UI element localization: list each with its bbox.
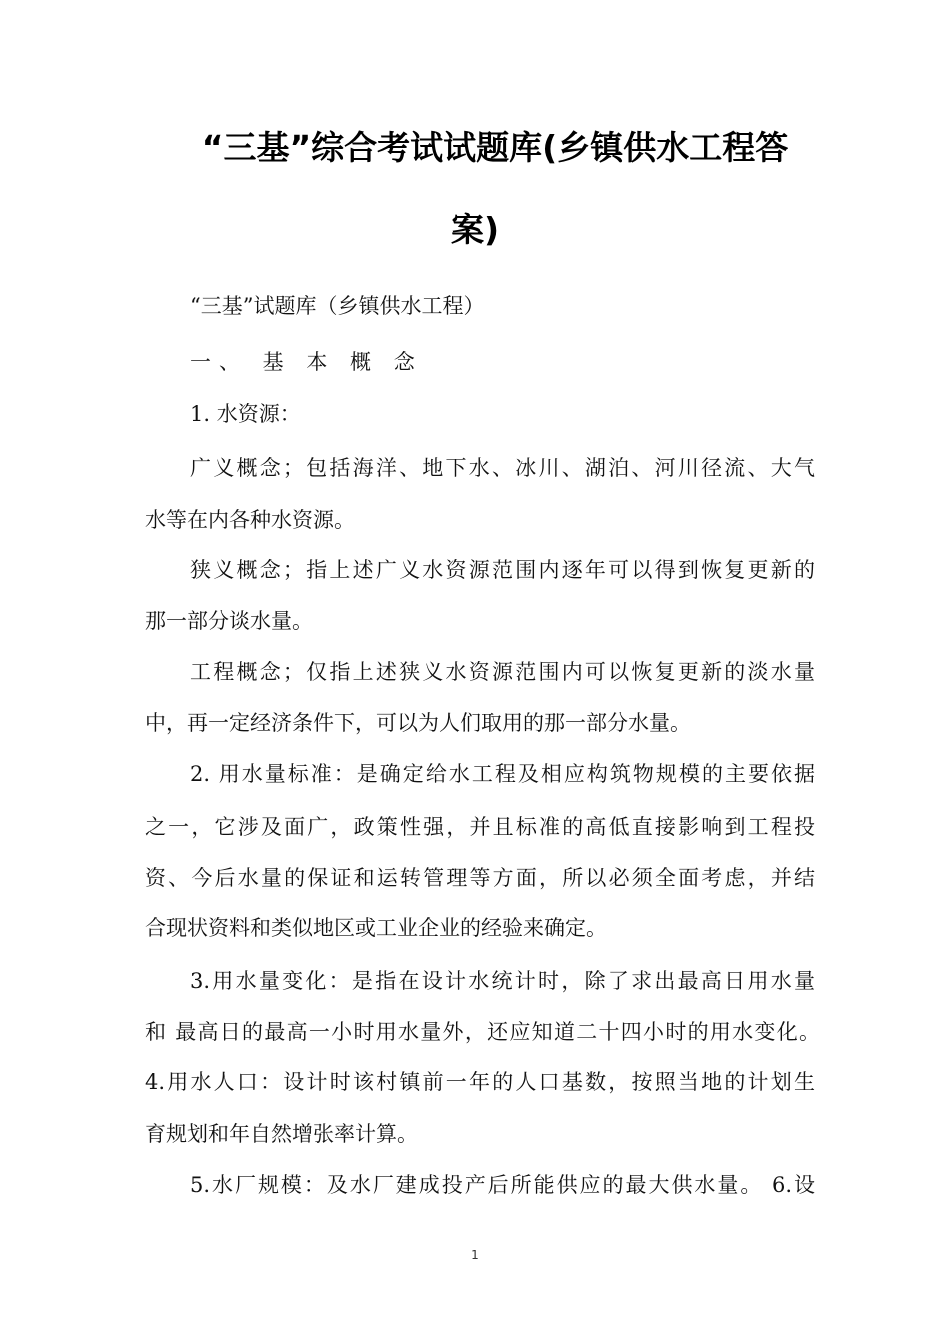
subtitle: “三基”试题库（乡镇供水工程） — [190, 294, 485, 318]
document-title-line-1: “三基”综合考试试题库(乡镇供水工程答 — [201, 128, 789, 167]
paragraph-line: 和 最高日的最高一小时用水量外，还应知道二十四小时的用水变化。 — [145, 1020, 820, 1044]
paragraph-line: 狭义概念；指上述广义水资源范围内逐年可以得到恢复更新的 — [190, 558, 815, 582]
paragraph-line: 工程概念；仅指上述狭义水资源范围内可以恢复更新的淡水量 — [190, 660, 815, 684]
paragraph-line: 2. 用水量标准：是确定给水工程及相应构筑物规模的主要依据 — [190, 762, 815, 786]
paragraph-line: 水等在内各种水资源。 — [145, 508, 355, 532]
paragraph-line: 之一，它涉及面广，政策性强，并且标准的高低直接影响到工程投 — [145, 815, 815, 839]
document-title-line-2: 案) — [450, 210, 500, 249]
paragraph-line: 广义概念；包括海洋、地下水、冰川、湖泊、河川径流、大气 — [190, 456, 815, 480]
paragraph-line: 4.用水人口：设计时该村镇前一年的人口基数，按照当地的计划生 — [145, 1070, 815, 1094]
paragraph-line: 1. 水资源： — [190, 402, 301, 426]
paragraph-line: 中，再一定经济条件下，可以为人们取用的那一部分水量。 — [145, 711, 691, 735]
paragraph-line: 资、今后水量的保证和运转管理等方面，所以必须全面考虑，并结 — [145, 866, 815, 890]
paragraph-line: 5.水厂规模：及水厂建成投产后所能供应的最大供水量。 6.设 — [190, 1173, 815, 1197]
paragraph-line: 合现状资料和类似地区或工业企业的经验来确定。 — [145, 916, 607, 940]
section-heading: 一、 基 本 概 念 — [190, 350, 423, 374]
paragraph-line: 育规划和年自然增张率计算。 — [145, 1122, 418, 1146]
paragraph-line: 3.用水量变化：是指在设计水统计时，除了求出最高日用水量 — [190, 969, 815, 993]
paragraph-line: 那一部分谈水量。 — [145, 609, 313, 633]
page-number: 1 — [471, 1248, 479, 1262]
